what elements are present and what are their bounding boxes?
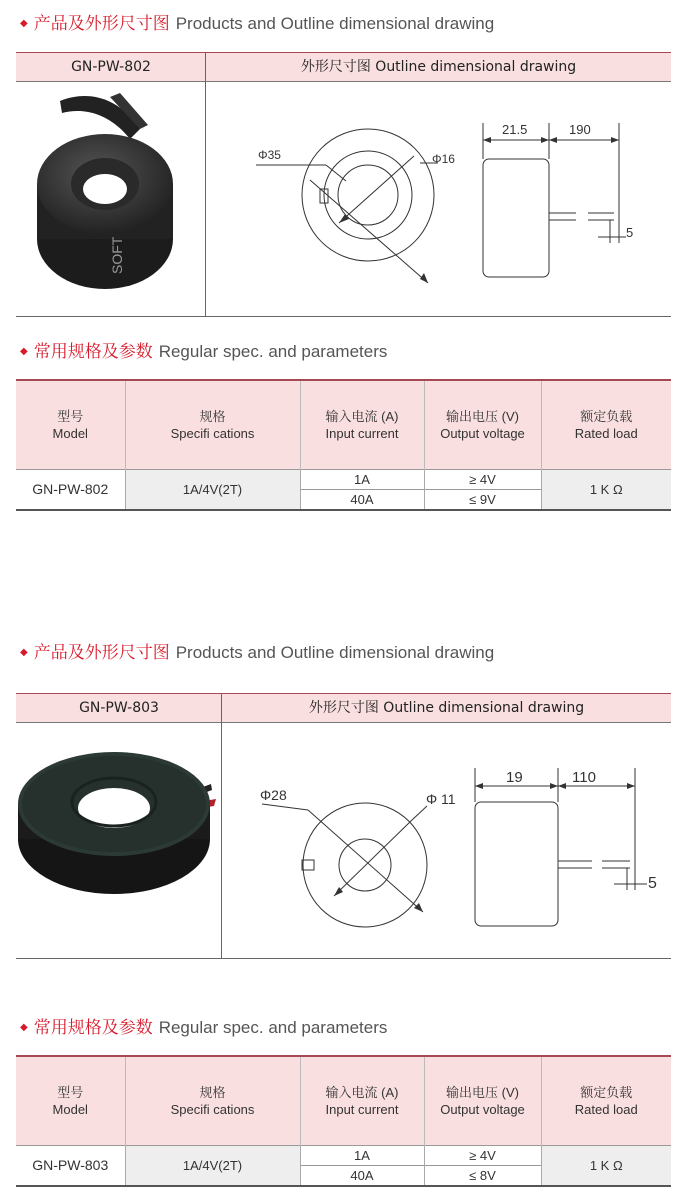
cell-model: GN-PW-803 — [16, 1146, 125, 1187]
cell-spec: 1A/4V(2T) — [125, 470, 300, 511]
dim-lead-length: 110 — [572, 769, 596, 786]
dim-strip-length: 5 — [626, 225, 634, 240]
outline-drawing-803 — [222, 724, 671, 956]
cell-model: GN-PW-802 — [16, 470, 125, 511]
spec-title-2: ◆ 常用规格及参数 Regular spec. and parameters — [20, 1018, 388, 1038]
header-output: 输出电压 (V) Output voltage — [424, 1056, 541, 1146]
panel-header — [16, 694, 671, 723]
spec-table-802 — [16, 379, 671, 511]
photo-brand-label: SOFT — [109, 236, 125, 274]
panel-model-label: GN-PW-802 — [71, 59, 151, 75]
cell-input: 1A — [300, 1146, 424, 1166]
cell-spec: 1A/4V(2T) — [125, 1146, 300, 1187]
cell-input: 40A — [300, 490, 424, 511]
header-spec: 规格 Specifi cations — [125, 1056, 300, 1146]
cell-load: 1 K Ω — [541, 470, 671, 511]
product-photo-802 — [30, 89, 190, 299]
dim-inner-diameter: Φ16 — [432, 152, 455, 166]
spec-table-803 — [16, 1055, 671, 1187]
dim-width: 21.5 — [502, 122, 528, 137]
spec-table-header — [16, 380, 671, 470]
products-title-2: ◆ 产品及外形尺寸图 Products and Outline dimensional drawing — [20, 643, 495, 663]
panel-model-label: GN-PW-803 — [79, 700, 159, 716]
header-load: 额定负载 Rated load — [541, 380, 671, 470]
dim-outer-diameter: Φ35 — [258, 148, 281, 162]
spec-title-1: ◆ 常用规格及参数 Regular spec. and parameters — [20, 342, 388, 362]
product-photo-803 — [16, 744, 216, 904]
products-title-1: ◆ 产品及外形尺寸图 Products and Outline dimensional drawing — [20, 14, 495, 34]
dim-outer-diameter: Φ28 — [260, 787, 287, 803]
outline-drawing-802 — [206, 83, 671, 315]
product-panel-802 — [16, 52, 671, 317]
panel-drawing-header: 外形尺寸图 Outline dimensional drawing — [308, 700, 585, 716]
cell-load: 1 K Ω — [541, 1146, 671, 1187]
header-input: 输入电流 (A) Input current — [300, 1056, 424, 1146]
cell-output: ≥ 4V — [424, 470, 541, 490]
cell-input: 40A — [300, 1166, 424, 1187]
panel-header — [16, 53, 671, 82]
product-panel-803 — [16, 693, 671, 959]
header-model: 型号 Model — [16, 380, 125, 470]
dim-lead-length: 190 — [569, 122, 591, 137]
table-row — [16, 1146, 671, 1166]
diamond-bullet-icon: ◆ — [20, 346, 28, 357]
dim-inner-diameter: Φ 11 — [426, 791, 456, 807]
diamond-bullet-icon: ◆ — [20, 647, 28, 658]
cell-output: ≤ 8V — [424, 1166, 541, 1187]
diamond-bullet-icon: ◆ — [20, 1022, 28, 1033]
header-spec: 规格 Specifi cations — [125, 380, 300, 470]
panel-bottom-rule — [16, 316, 671, 317]
dim-width: 19 — [506, 769, 523, 786]
cell-output: ≤ 9V — [424, 490, 541, 511]
header-load: 额定负载 Rated load — [541, 1056, 671, 1146]
header-input: 输入电流 (A) Input current — [300, 380, 424, 470]
panel-bottom-rule — [16, 958, 671, 959]
spec-table-header — [16, 1056, 671, 1146]
header-output: 输出电压 (V) Output voltage — [424, 380, 541, 470]
panel-drawing-header: 外形尺寸图 Outline dimensional drawing — [300, 59, 577, 75]
cell-output: ≥ 4V — [424, 1146, 541, 1166]
diamond-bullet-icon: ◆ — [20, 18, 28, 29]
cell-input: 1A — [300, 470, 424, 490]
dim-strip-length: 5 — [648, 875, 657, 892]
table-row — [16, 470, 671, 490]
header-model: 型号 Model — [16, 1056, 125, 1146]
